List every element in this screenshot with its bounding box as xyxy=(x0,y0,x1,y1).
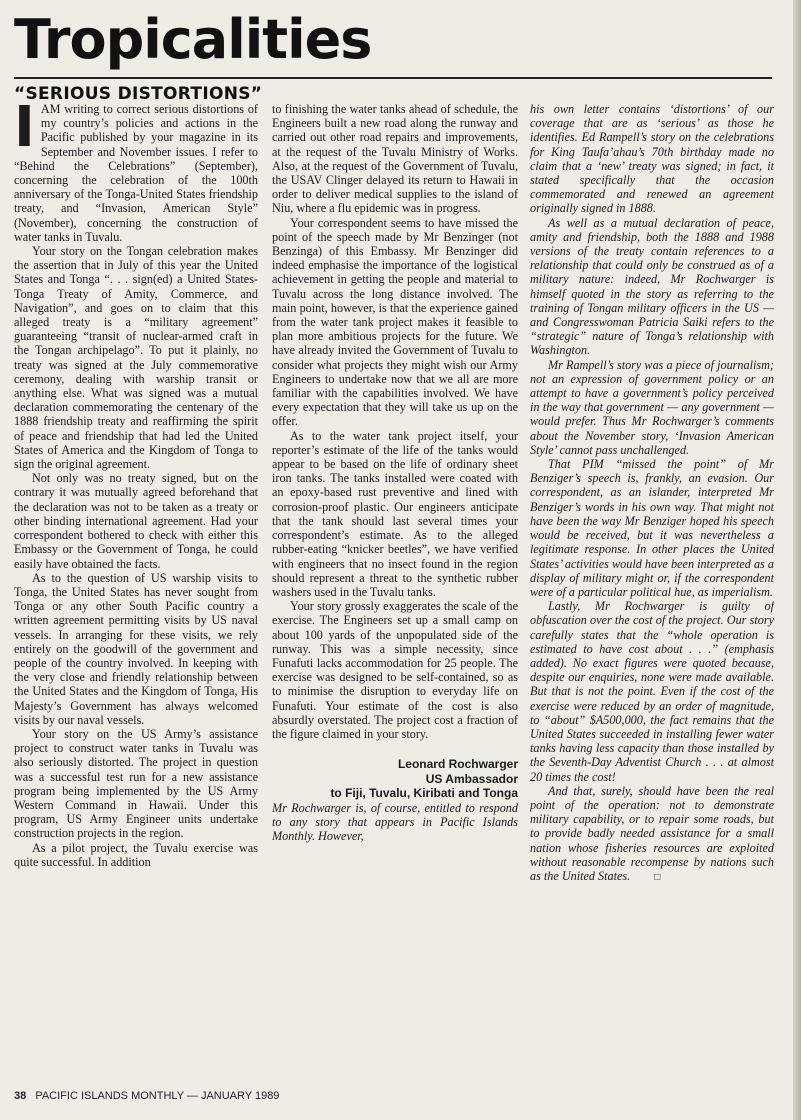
end-of-article-mark: □ xyxy=(654,871,661,883)
page-edge-shadow xyxy=(793,0,801,1120)
paragraph: to finishing the water tanks ahead of schedule, the Engineers built a new road along the runway and carried out other road repairs and improvements, at the request of the Tuvalu Ministry of Works. Also, at the request of the Government of Tuvalu, the USAV Clinger delayed its return to Hawaii in order to deliver medical supplies to the island of Niu, where a flu epidemic was in progress. xyxy=(272,102,518,216)
page-number: 38 xyxy=(14,1090,27,1102)
paragraph: Your story on the Tongan celebration makes the assertion that in July of this year the United States and Tonga “. . . sign(ed) a United States-Tonga Treaty of Amity, Commerce, and Navigation”, and goes on to claim that this alleged treaty is a “military agreement” guaranteeing “transit of nuclear-armed craft in the Tongan archipelago”. To put it plainly, no treaty was signed at the July commemorative ceremony, dealing with warship transit or anything else. What was signed was a mutual declaration commemorating the centenary of the 1888 friendship treaty and reaffirming the spirit of peace and friendship that had led the United States of America and the Kingdom of Tonga to sign the original agreement. xyxy=(14,244,258,472)
paragraph-text: AM writing to correct serious distortions of my country’s policies and actions in the Pacific published by your magazine in its September and November issues. I refer to “Behind the Celebrations” (September), concerning the celebration of the 100th anniversary of the Tonga-United States friendship treaty, and “Invasion, American Style” (November), concerning the construction of water tanks in Tuvalu. xyxy=(14,102,258,244)
column-3 xyxy=(530,102,774,1082)
paragraph-text: And that, surely, should have been the real point of the operation: not to demonstrate military capability, or to repair some roads, but to provide badly needed assistance for a small nation whose fisheries resources are exploited without reasonable recompense by nations such as the United States. xyxy=(530,783,774,883)
letter-headline: “SERIOUS DISTORTIONS” xyxy=(14,84,263,104)
column-2 xyxy=(272,102,518,1082)
paragraph xyxy=(530,784,774,885)
column-1 xyxy=(14,102,258,1082)
paragraph: As to the question of US warship visits to Tonga, the United States has never sought from Tonga or any other South Pacific country a written agreement permitting visits by US naval vessels. In arranging for these visits, we rely entirely on the goodwill of the government and people of the country involved. In keeping with the very close and friendly relationship between the United States and the Kingdom of Tonga, His Majesty’s Government has always welcomed visits by our naval vessels. xyxy=(14,570,258,727)
drop-cap: I xyxy=(14,102,35,160)
publication-line: PACIFIC ISLANDS MONTHLY — JANUARY 1989 xyxy=(35,1090,280,1102)
paragraph: Lastly, Mr Rochwarger is guilty of obfuscation over the cost of the project. Our story carefully states that the “whole operation is estimated to have cost about . . .” (emphasis added). No exact figures were quoted because, despite our enquiries, none were made available. But that is not the point. Even if the cost of the exercise were reduced by an order of magnitude, to “about” $A500,000, the fact remains that the United States succeeded in installing fewer water tanks having less capacity than those installed by the Seventh-Day Adventist Church . . . at almost 20 times the cost! xyxy=(530,599,774,784)
paragraph: Your correspondent seems to have missed the point of the speech made by Mr Benzinger (not Benzinga) of this Embassy. Mr Benzinger did indeed emphasise the importance of the logistical achievement in getting the people and material to Tuvalu across the long distance involved. The main point, however, is that the experience gained from the water tank project makes it feasible to plan more ambitious projects for the future. We have already invited the Government of Tuvalu to consider what projects they might wish our Army Engineers to undertake now that we all are more familiar with the capabilities involved. We have every expectation that they will take us up on the offer. xyxy=(272,215,518,429)
paragraph: As to the water tank project itself, your reporter’s estimate of the life of the tanks would appear to be based on the life of ordinary sheet iron tanks. The tanks installed were coated with an epoxy-based rust preventive and lined with corrosion-proof plastic. Our engineers anticipate that the tank should last several times your correspondent’s estimate. As to the alleged rubber-eating “knicker beetles”, we have verified with engineers that no insect found in the region should represent a threat to the synthetic rubber washers used in the Tuvalu tanks. xyxy=(272,428,518,599)
title-rule xyxy=(14,77,772,79)
signatory-name: Leonard Rochwarger xyxy=(397,757,518,772)
paragraph: Mr Rampell’s story was a piece of journalism; not an expression of government policy or an attempt to have a government’s policy perceived in the way that government — any government — would prefer. Thus Mr Rochwarger’s comments about the November story, ‘Invasion American Style’ cannot pass unchallenged. xyxy=(530,357,774,457)
signatory-post: to Fiji, Tuvalu, Kiribati and Tonga xyxy=(330,786,518,801)
paragraph: Not only was no treaty signed, but on the contrary it was mutually agreed beforehand that the declaration was not to be taken as a treaty or other binding international agreement. Had your correspondent bothered to check with either this Embassy or the Government of Tonga, he could easily have obtained the facts. xyxy=(14,471,258,571)
paragraph: As a pilot project, the Tuvalu exercise was quite successful. In addition xyxy=(14,840,258,869)
paragraph: his own letter contains ‘distortions’ of our coverage that are as ‘serious’ as those he identifies. Ed Rampell’s story on the celebrations for King Taufa’ahau’s 70th birthday made no claim that a ‘new’ treaty was signed; in fact, it stated specifically that the occasion commemorated and renewed an agreement originally signed in 1888. xyxy=(530,102,774,216)
paragraph: Your story grossly exaggerates the scale of the exercise. The Engineers set up a small camp on about 100 yards of the unpopulated side of the runway. This was a simple necessity, since Funafuti lacks accommodation for 25 people. The exercise was designed to be self-contained, so as to minimise the disruption to everyday life on Funafuti. Your estimate of the cost is also absurdly overstated. The project cost a fraction of the figure claimed in your story. xyxy=(272,599,518,741)
paragraph: As well as a mutual declaration of peace, amity and friendship, both the 1888 and 1988 versions of the treaty contain references to a relationship that could only be construed as of a military nature: indeed, Mr Rochwarger is himself quoted in the story as referring to the training of Tongan military officers in the US — and Congresswoman Patricia Saiki refers to the “strategic” nature of Tonga’s relationship with Washington. xyxy=(530,215,774,358)
page-footer xyxy=(14,1090,279,1102)
editor-reply-intro: Mr Rochwarger is, of course, entitled to respond to any story that appears in Pacific Islands Monthly. However, xyxy=(272,800,518,844)
signatory-title: US Ambassador xyxy=(425,771,518,786)
paragraph xyxy=(14,102,258,244)
paragraph: That PIM “missed the point” of Mr Benziger’s speech is, frankly, an evasion. Our correspondent, as an islander, interpreted Mr Benziger’s words in his own way. That might not have been the way Mr Benziger hoped his speech would be received, but it was nevertheless a legitimate response. In other places the United States’ activities would have been interpreted as a display of military might or, if the correspondent were of a particular political hue, as imperialism. xyxy=(530,457,774,599)
letter-signature xyxy=(272,757,518,801)
section-title: Tropicalities xyxy=(14,8,372,71)
paragraph: Your story on the US Army’s assistance project to construct water tanks in Tuvalu was also seriously distorted. The project in question was a successful test run for a new assistance program being implemented by the US Army Western Command in Hawaii. Under this program, US Army Engineer units undertake construction projects in the region. xyxy=(14,726,258,841)
